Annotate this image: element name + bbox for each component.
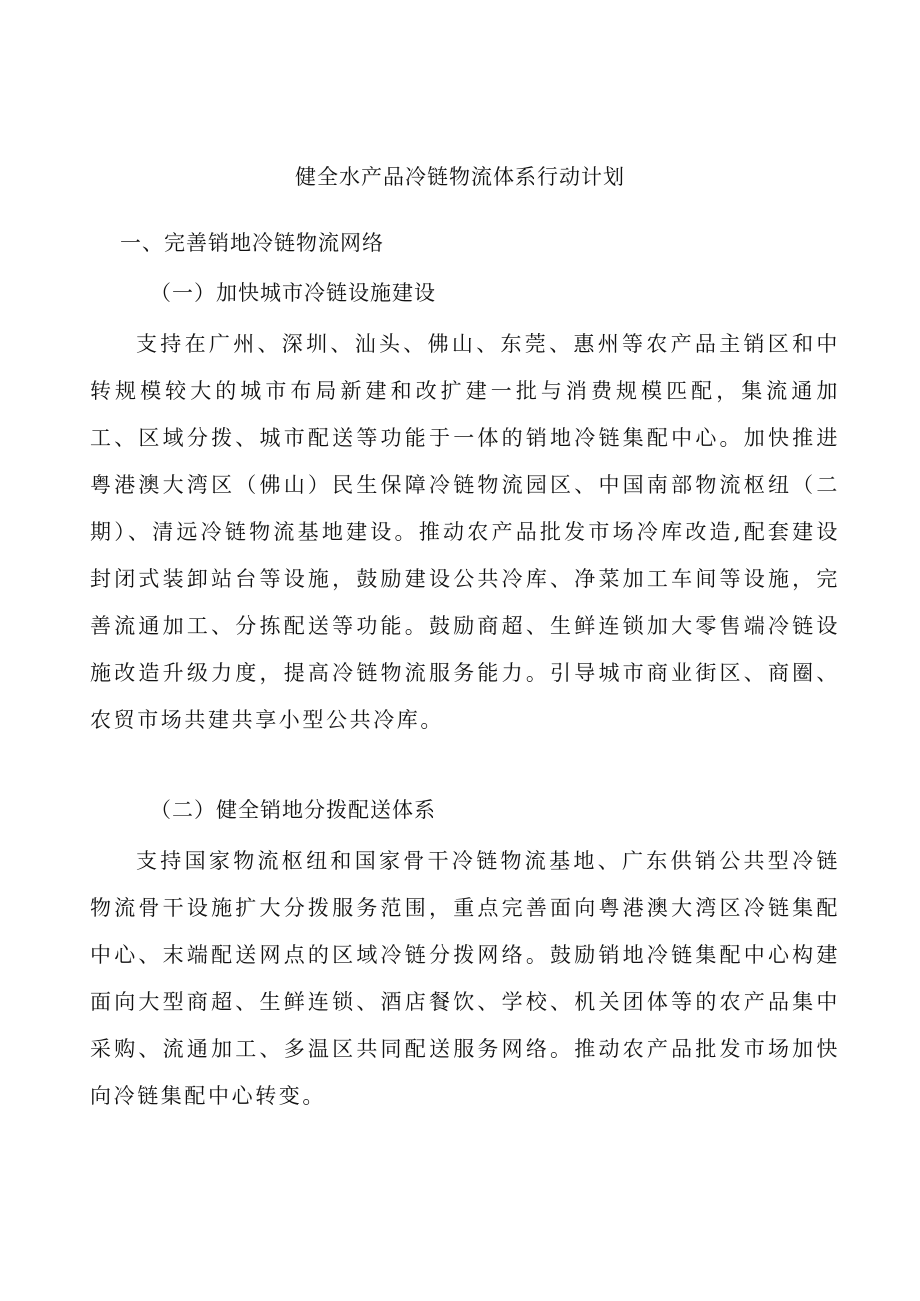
section-heading-1: 一、完善销地冷链物流网络 (120, 231, 384, 255)
paragraph-1: 支持在广州、深圳、汕头、佛山、东莞、惠州等农产品主销区和中转规模较大的城市布局新建和改扩建一批与消费规模匹配，集流通加工、区域分拨、城市配送等功能于一体的销地冷链集配中心。加快推进粤港澳大湾区（佛山）民生保障冷链物流园区、中国南部物流枢纽（二期）、清远冷链物流基地建设。推动农产品批发市场冷库改造,配套建设封闭式装卸站台等设施，鼓励建设公共冷库、净菜加工车间等设施，完善流通加工、分拣配送等功能。鼓励商超、生鲜连锁加大零售端冷链设施改造升级力度，提高冷链物流服务能力。引导城市商业街区、商圈、农贸市场共建共享小型公共冷库。 (90, 332, 840, 732)
subsection-heading-1: （一）加快城市冷链设施建设 (150, 281, 436, 305)
paragraph-2: 支持国家物流枢纽和国家骨干冷链物流基地、广东供销公共型冷链物流骨干设施扩大分拨服务范围，重点完善面向粤港澳大湾区冷链集配中心、末端配送网点的区域冷链分拨网络。鼓励销地冷链集配中心构建面向大型商超、生鲜连锁、酒店餐饮、学校、机关团体等的农产品集中采购、流通加工、多温区共同配送服务网络。推动农产品批发市场加快向冷链集配中心转变。 (90, 849, 840, 1108)
document-title: 健全水产品冷链物流体系行动计划 (295, 165, 625, 189)
subsection-heading-2: （二）健全销地分拨配送体系 (150, 798, 436, 822)
